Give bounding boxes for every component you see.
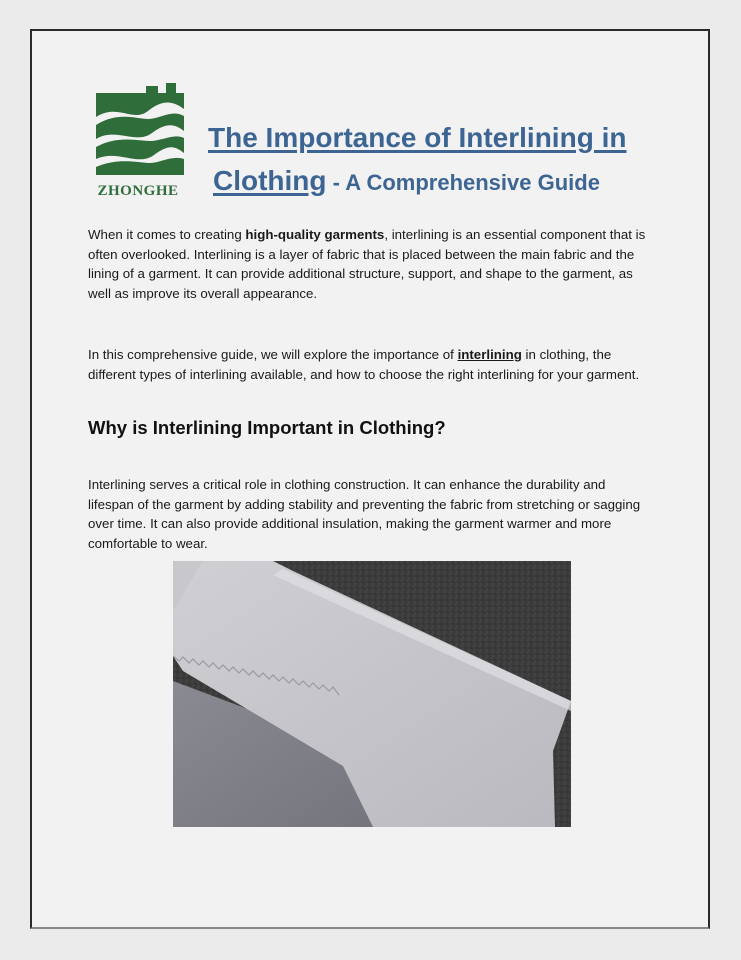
intro-text-pre: When it comes to creating <box>88 227 246 242</box>
intro-paragraph <box>88 225 654 303</box>
title-link-line2[interactable]: Clothing <box>213 165 327 196</box>
guide-text-post: in clothing, the different types of interlining available, and how to choose the right interlining for your garment. <box>88 347 640 382</box>
logo-mark-icon <box>88 83 188 183</box>
interlining-fabric-photo <box>173 561 571 827</box>
interlining-link[interactable]: interlining <box>457 347 522 362</box>
title-subtitle: A Comprehensive Guide <box>345 170 600 195</box>
fabric-image <box>173 561 571 827</box>
logo-wordmark: ZHONGHE <box>97 183 179 199</box>
section-paragraph: Interlining serves a critical role in clothing construction. It can enhance the durability and lifespan of the garment by adding stability and preventing the fabric from stretching or sagging over time. It can also provide additional insulation, making the garment warmer and more comfortable to wear. <box>88 477 641 551</box>
title-separator: - <box>326 170 346 195</box>
title-link-line1[interactable]: The Importance of Interlining in <box>208 122 627 153</box>
page-title <box>208 119 688 205</box>
guide-text-pre: In this comprehensive guide, we will explore the importance of <box>88 347 458 362</box>
document-page <box>30 29 710 929</box>
guide-paragraph <box>88 345 654 384</box>
section-heading: Why is Interlining Important in Clothing? <box>88 417 446 438</box>
intro-bold-text: high-quality garments <box>245 227 385 242</box>
intro-text-post: , interlining is an essential component that is often overlooked. Interlining is a layer of fabric that is placed between the main fabric and the lining of a garment. It can provide additional structure, support, and shape to the garment, as well as improve its overall appearance. <box>88 227 646 301</box>
zhonghe-logo <box>88 83 188 201</box>
